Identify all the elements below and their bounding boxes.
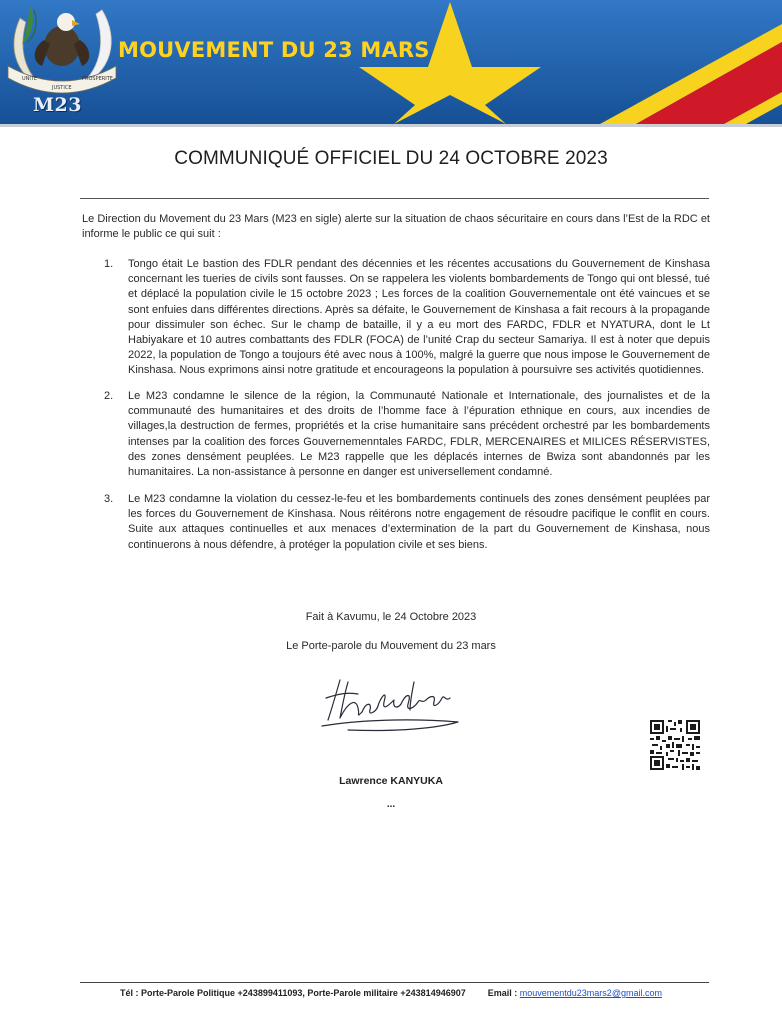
footer-contact (0, 988, 782, 998)
list-item (82, 389, 710, 480)
footer-phones: Tél : Porte-Parole Politique +243899411093, Porte-Parole militaire +243814946907 (120, 988, 466, 998)
list-item-text: Tongo était Le bastion des FDLR pendant des décennies et les récentes accusations du Gouvernement de Kinshasa concernant les tueries de civils sont fausses. On se rappelera les violents bombardements de Tongo qui ont blessé, tué et déplacé la population civile le 15 octobre 2023 ; Les forces de la coalition Gouvernementale ont été vaincues et se sont enfuies dans différentes directions. Après sa défaite, le Gouvernement de Kinshasa a fait recours à la propagande pour dissimuler son échec. Sur le champ de bataille, il y a eu mort des FARDC, FDLR et NYATURA, dont le Lt Habiyakare et 10 autres combattants des FDLR (FOCA) de l’unité Crap du secteur Samariya. Il est à noter que depuis 2022, la population de Tongo a toujours été avec nous à 100%, malgré la guerre que nous impose le Gouvernement de Kinshasa. Nous exprimons ainsi notre gratitude et encourageons la population à poursuivre ses activités quotidiennes. (128, 258, 710, 377)
place-date: Fait à Kavumu, le 24 Octobre 2023 (305, 611, 477, 623)
banner-title: MOUVEMENT DU 23 MARS (118, 38, 430, 62)
banner-divider (0, 124, 782, 127)
intro-paragraph: Le Direction du Movement du 23 Mars (M23 en sigle) alerte sur la situation de chaos sécuritaire en cours dans l’Est de la RDC et informe le public ce qui suit : (82, 213, 710, 240)
list-item (82, 492, 710, 553)
header-banner (0, 0, 782, 124)
footer-email-label: Email : (487, 988, 518, 998)
list-item-number: 3. (104, 493, 114, 505)
motto-word-3: PROSPERITE (82, 76, 113, 82)
document-title: COMMUNIQUÉ OFFICIEL DU 24 OCTOBRE 2023 (174, 148, 608, 169)
qr-code-icon (650, 720, 700, 770)
m23-emblem-label: M23 (33, 94, 82, 116)
signer-role: Le Porte-parole du Mouvement du 23 mars (286, 640, 496, 652)
list-item-text: Le M23 condamne la violation du cessez-le-feu et les bombardements continuels des zones densément peuplées par les forces du Gouvernement de Kinshasa. Nous réitérons notre engagement de résoudre pacifique le conflit en cours. Suite aux attaques continuelles et aux menaces d’extermination de la part du Gouvernement de Kinshasa, nous continuerons à nous défendre, à protéger la population civile et ses biens. (128, 493, 710, 551)
handwritten-signature-icon (318, 668, 464, 738)
footer-divider (80, 982, 709, 983)
footer-email-link[interactable]: mouvementdu23mars2@gmail.com (519, 988, 662, 998)
closing-ellipsis: ... (386, 799, 396, 810)
title-divider (80, 198, 709, 199)
list-item (82, 257, 710, 379)
motto-word-2: JUSTICE (52, 85, 72, 91)
signer-name: Lawrence KANYUKA (339, 775, 443, 787)
list-item-text: Le M23 condamne le silence de la région, la Communauté Nationale et Internationale, des journalistes et de la communauté des humanitaires et des droits de l’homme face à l’épuration ethnique en cours, aux incendies de villages,la destruction de fermes, propriétés et la crise humanitaire sans précédent orchestré par les bombardements intenses par la coalition des forces Gouvernemenntales FARDC, FDLR, MERCENAIRES et MILICES RÉSERVISTES, des zones densément peuplées. Le M23 rappelle que les déplacés internes de Bwiza sont abandonnés par les humanitaires. La non-assistance à personne en danger est universellement condamné. (128, 390, 710, 479)
motto-word-1: UNITE (22, 76, 38, 82)
list-item-number: 2. (104, 390, 114, 402)
list-item-number: 1. (104, 258, 114, 270)
